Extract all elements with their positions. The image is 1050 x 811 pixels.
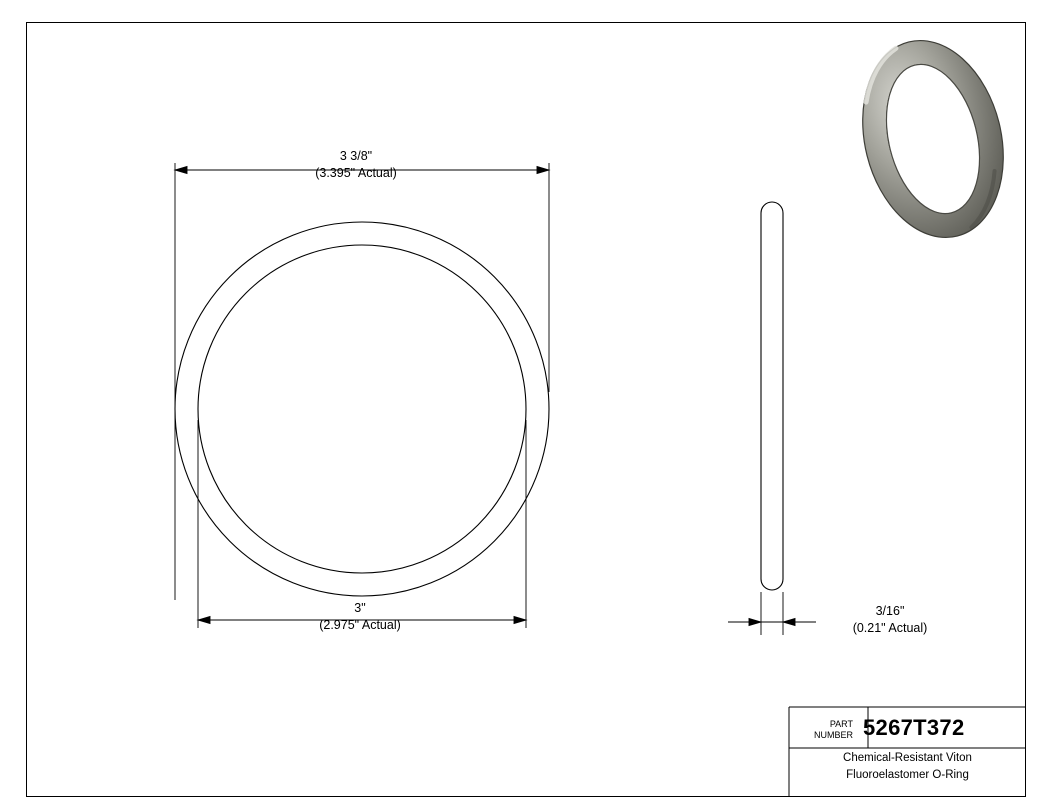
title-block bbox=[789, 707, 1026, 797]
cross-section-nominal: 3/16" bbox=[875, 604, 905, 618]
cross-section-actual: (0.21" Actual) bbox=[852, 621, 928, 635]
dimension-label-cross-section bbox=[760, 603, 1020, 637]
outer-diameter-actual: (3.395" Actual) bbox=[315, 166, 397, 180]
part-number-label-line1: PART bbox=[829, 719, 853, 729]
part-description-line1: Chemical-Resistant Viton bbox=[843, 752, 972, 764]
inner-diameter-nominal: 3" bbox=[354, 601, 366, 615]
part-number-value: 5267T372 bbox=[863, 715, 965, 740]
part-description bbox=[789, 750, 1026, 784]
inner-diameter-actual: (2.975" Actual) bbox=[319, 618, 401, 632]
dimension-label-inner-diameter bbox=[200, 600, 520, 634]
outer-diameter-nominal: 3 3/8" bbox=[339, 149, 373, 163]
part-description-line2: Fluoroelastomer O-Ring bbox=[846, 769, 969, 781]
part-number-label bbox=[793, 719, 853, 741]
part-number-label-line2: NUMBER bbox=[813, 730, 853, 740]
sheet-border bbox=[26, 22, 1026, 797]
dimension-label-outer-diameter bbox=[196, 148, 516, 182]
